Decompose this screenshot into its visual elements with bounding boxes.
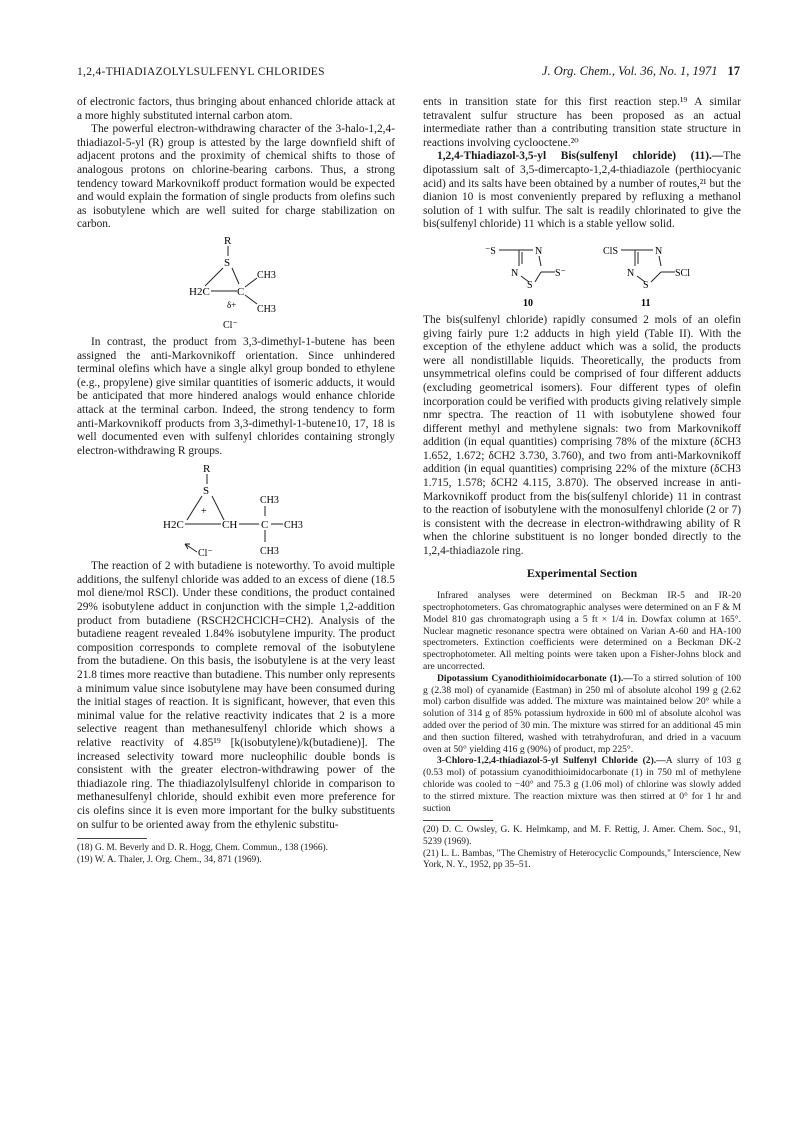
footnote-19: (19) W. A. Thaler, J. Org. Chem., 34, 871 (1969).	[77, 854, 262, 865]
page-number: 17	[727, 64, 740, 78]
left-paragraph-3: In contrast, the product from 3,3-dimethyl-1-butene has been assigned the anti-Markovnikoff orientation. Since unhindered terminal olefins which have a single alkyl group bonded to ethylene (e.g., propylene) give similar quantities of isomeric adducts, it would be anticipated that more hindered analogs would enhance chloride attack at the terminal carbon. Indeed, the strong tendency to form anti-Markovnikoff products from 3,3-dimethyl-1-butene10, 17, 18 is well documented even with sulfenyl chlorides containing strongly electron-withdrawing R groups.	[77, 335, 395, 457]
structure-episulfonium-ion	[77, 458, 395, 560]
struct11-scl-label: SCl	[675, 267, 691, 279]
left-paragraph-4: The reaction of 2 with butadiene is noteworthy. To avoid multiple additions, the sulfenyl chloride was added to an excess of diene (18.5 mol diene/mol RSCl). Under these conditions, the product contained 29% isobutylene adduct in conjunction with the simple 1,2-addition product from butadiene (RSCH2CHClCH=CH2). Analysis of the butadiene reagent revealed 1.84% isobutylene impurity. The product composition corresponds to complete removal of the isobutylene from the butadiene. On this basis, the isobutylene is at the very least 21.8 times more reactive than butadiene. This number only represents a minimum value since isobutylene may have been consumed during the initial stages of reaction. It is significant, however, that even this minimal value for the relative reactivity indicates that 2 is a more selective reagent than methanesulfenyl chloride which shows a relative reactivity of 4.85¹⁹ [k(isobutylene)/k(butadiene)]. The increased selectivity toward more nucleophilic double bonds is consistent with the greater electron-withdrawing power of the thiadiazole ring. The thiadiazolylsulfenyl chloride in comparison to methanesulfenyl chloride, should exhibit even more preference for cis olefins since it is even more important for the bulky substituents on sulfur to be oriented away from the ethylenic substitu-	[77, 560, 395, 831]
struct10-number-label: 10	[523, 297, 533, 309]
structures-10-and-11	[423, 232, 741, 314]
struct2-ch3-bottom-label: CH3	[260, 546, 279, 558]
section-heading: Experimental Section	[526, 565, 638, 580]
running-title: 1,2,4-THIADIAZOLYLSULFENYL CHLORIDES	[77, 66, 325, 78]
right-paragraph-1: ents in transition state for this first reaction step.¹⁹ A similar tetravalent sulfur structure has been proposed as an actual intermediate rather than a contributing transition state structure in reactions involving cyclooctene.²⁰	[423, 96, 741, 149]
struct11-cls-label: ClS	[603, 245, 619, 257]
left-column	[77, 96, 395, 866]
compound-2-heading: 3-Chloro-1,2,4-thiadiazol-5-yl Sulfenyl Chloride (2).—	[437, 755, 666, 767]
right-column	[423, 96, 741, 872]
struct10-n-bottom-label: N	[511, 267, 519, 279]
compound-1-heading: Dipotassium Cyanodithioimidocarbonate (1).—	[437, 672, 633, 684]
struct10-s-right-label: S⁻	[555, 267, 566, 279]
struct10-s-ring-label: S	[527, 279, 533, 291]
footnote-divider-left	[77, 838, 147, 839]
struct1-h2c-label: H2C	[189, 285, 210, 298]
struct1-ch3-bottom-label: CH3	[257, 303, 276, 315]
struct11-s-ring-label: S	[643, 279, 649, 291]
experimental-paragraph-1: Infrared analyses were determined on Beckman IR-5 and IR-20 spectrophotometers. Gas chromatographic analyses were determined on an F & M Model 810 gas chromatograph using a 5 ft × 1/4 in. Dowfax column at 165°. Nuclear magnetic resonance spectra were obtained on Varian A-60 and HA-100 spectrometers. Extinction coefficients were determined on a Beckman DK-2 spectrophotometer. All melting points were taken upon a Fisher-Johns block and are uncorrected.	[423, 590, 741, 672]
struct2-chloride-label: Cl⁻	[198, 548, 213, 560]
struct1-r-label: R	[224, 234, 232, 247]
struct1-delta-label: δ+	[227, 299, 237, 310]
struct11-number-label: 11	[641, 297, 651, 309]
struct10-n-top-label: N	[535, 245, 543, 257]
struct11-n-top-label: N	[655, 245, 663, 257]
struct2-ch3-top-label: CH3	[260, 495, 279, 507]
journal-header	[500, 64, 740, 79]
struct1-s-label: S	[224, 256, 231, 269]
footnote-20: (20) D. C. Owsley, G. K. Helmkamp, and M. F. Rettig, J. Amer. Chem. Soc., 91, 5239 (1969).	[423, 825, 741, 847]
struct11-n-bottom-label: N	[627, 267, 635, 279]
compound-11-heading: 1,2,4-Thiadiazol-3,5-yl Bis(sulfenyl chloride) (11).—	[437, 150, 724, 163]
experimental-paragraph-2: To a stirred solution of 100 g (2.38 mol) of cyanamide (Eastman) in 250 ml of absolute alcohol 199 g (2.62 mol) carbon disulfide was added. The mixture was maintained below 20° while a solution of 314 g of 85% potassium hydroxide in 600 ml of absolute alcohol was added over the period of 30 min. The mixture was stirred for an additional 45 min and then suction filtered, washed with tetrahydrofuran, and dried in a vacuum oven at 50° yielding 416 g (90%) of product, mp 225°.	[423, 672, 741, 755]
experimental-paragraph-3: A slurry of 103 g (0.53 mol) of potassium cyanodithioimidocarbonate (1) in 750 ml of methylene chloride was cooled to −40° and 75.3 g (1.06 mol) of chlorine was slowly added to the stirred mixture. The reaction mixture was then stirred at 0° for 1 hr and suction	[423, 755, 741, 814]
struct1-chloride-label: Cl⁻	[223, 319, 238, 331]
structure-sulfonium-ion	[77, 232, 395, 332]
struct2-ch3-right-label: CH3	[284, 520, 303, 532]
left-paragraph-1: of electronic factors, thus bringing about enhanced chloride attack at a more highly substituted internal carbon atom.	[77, 96, 395, 122]
struct2-ch-label: CH	[222, 519, 238, 532]
footnote-21: (21) L. L. Bambas, "The Chemistry of Heterocyclic Compounds," Interscience, New York, N. Y., 1952, pp 35–51.	[423, 848, 741, 871]
struct10-s-left-label: ⁻S	[485, 245, 496, 257]
struct1-ch3-top-label: CH3	[257, 269, 276, 281]
footnote-divider-right	[423, 820, 493, 821]
struct1-c-label: C	[237, 285, 245, 298]
right-paragraph-2: The dipotassium salt of 3,5-dimercapto-1,2,4-thiadiazole (perthiocyanic acid) and its salts have been obtained by a number of routes,²¹ but the dianion 10 is most conveniently prepared by refluxing a methanol solution of 1 with sulfur. The salt is readily chlorinated to give the bis(sulfenyl chloride) 11 which is a stable yellow solid.	[423, 150, 741, 231]
journal-citation: J. Org. Chem., Vol. 36, No. 1, 1971	[541, 64, 718, 78]
struct2-c-label: C	[261, 519, 269, 532]
struct2-plus-label: +	[201, 506, 207, 518]
footnote-18: (18) G. M. Beverly and D. R. Hogg, Chem. Commun., 138 (1966).	[77, 843, 329, 854]
struct2-s-label: S	[203, 485, 210, 498]
struct2-r-label: R	[203, 463, 211, 476]
struct2-h2c-label: H2C	[163, 519, 184, 532]
left-paragraph-2: The powerful electron-withdrawing character of the 3-halo-1,2,4-thiadiazol-5-yl (R) group is attested by the large downfield shift of adjacent protons and the proximity of chemical shifts to those of analogous protons on chlorine-bearing carbons. Thus, a strong tendency toward Markovnikoff product formation would be expected and would explain the formation of single products from olefins such as isobutylene which are well suited for charge stabilization on carbon.	[77, 123, 395, 231]
right-paragraph-3: The bis(sulfenyl chloride) rapidly consumed 2 mols of an olefin giving fairly pure 1:2 adducts in high yield (Table II). With the exception of the ethylene adduct which was a solid, the products were all nondistillable liquids. Theoretically, the products from unsymmetrical olefins could be comprised of four different adducts (excluding geometrical isomers). Four different types of olefin incorporation could be verified with products giving relatively simple nmr spectra. The reaction of 11 with isobutylene showed four different methyl and methylene signals: two from Markovnikoff addition (in equal quantities) comprising 78% of the mixture (δCH3 1.652, 1.672; δCH2 3.730, 3.760), and two from anti-Markovnikoff addition (in equal quantities) comprising 22% of the mixture (δCH3 1.715, 1.578; δCH2 4.115, 3.870). The observed increase in anti-Markovnikoff product from the bis(sulfenyl chloride) 11 in contrast to the reaction of isobutylene with the monosulfenyl chloride (2 or 7) is consistent with the decrease in electron-withdrawing ability of R when the chlorine substituent is no longer bonded directly to the 1,2,4-thiadiazole ring.	[423, 313, 741, 558]
